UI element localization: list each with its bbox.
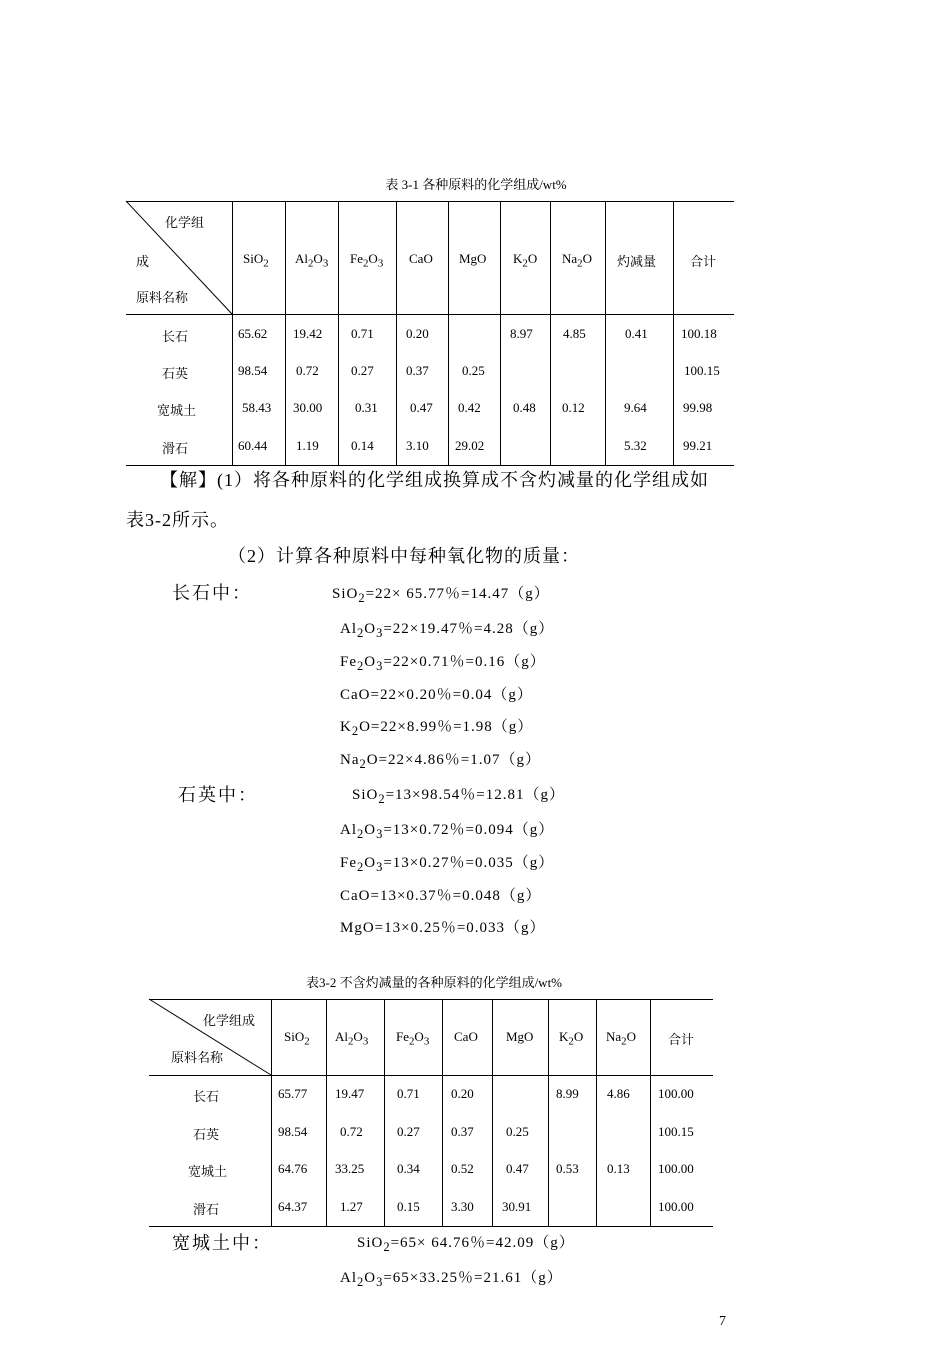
- table2-cell: 64.37: [278, 1199, 308, 1214]
- table2-cell: 0.47: [506, 1161, 529, 1176]
- table2-cell: 0.37: [451, 1124, 474, 1139]
- table2-col-sio2: SiO$_2$: [284, 1029, 310, 1048]
- table1-cell: 0.27: [351, 363, 374, 378]
- table1-col-fe2o3: $Fe_2O_3$: [350, 251, 384, 270]
- table2-cell: 0.15: [397, 1199, 420, 1214]
- table1-cell: 0.41: [625, 326, 648, 341]
- solution-line-3: （2）计算各种原料中每种氧化物的质量：: [228, 546, 580, 566]
- table1-cell: 0.31: [355, 400, 378, 415]
- quartz-calc-fe2o3: $Fe_2O_3=13\times 0.27$％=0.035（g）: [340, 855, 555, 874]
- table2-row-name: 长石: [193, 1089, 220, 1104]
- table1-cell: 9.64: [624, 400, 647, 415]
- table1-cell: 65.62: [238, 326, 268, 341]
- kuancheng-calc-sio2: SiO$_2$=65× 64.76％=42.09（g）: [357, 1235, 575, 1254]
- table2-cell: 0.20: [451, 1086, 474, 1101]
- solution-line-2: 表3-2所示。: [126, 510, 229, 530]
- table2-cell: 98.54: [278, 1124, 308, 1139]
- table1-col-total: 合计: [690, 254, 717, 269]
- table2-row-name: 宽城土: [188, 1164, 228, 1179]
- table1-cell: 1.19: [296, 438, 319, 453]
- solution-line-1: 【解】(1）将各种原料的化学组成换算成不含灼减量的化学组成如: [160, 470, 709, 490]
- table1-cell: 30.00: [293, 400, 323, 415]
- kuancheng-label: 宽城土中：: [172, 1233, 272, 1253]
- table1-cell: 60.44: [238, 438, 268, 453]
- table2-cell: 3.30: [451, 1199, 474, 1214]
- table1-cell: 0.48: [513, 400, 536, 415]
- table2-cell: 100.00: [658, 1086, 694, 1101]
- table2-cell: 33.25: [335, 1161, 365, 1176]
- table1-cell: 58.43: [242, 400, 272, 415]
- table2-col-total: 合计: [668, 1032, 695, 1047]
- table2-cell: 30.91: [502, 1199, 532, 1214]
- feldspar-calc-sio2: SiO$_2$=22× 65.77％=14.47（g）: [332, 586, 550, 605]
- feldspar-calc-na2o: $Na_2O=22\times 4.86$％=1.07（g）: [340, 752, 541, 771]
- table1-col-k2o: $K_2O$: [513, 251, 538, 270]
- table1-cell: 0.72: [296, 363, 319, 378]
- table1-row-name: 石英: [162, 366, 189, 381]
- quartz-calc-sio2: SiO$_2$=13×98.54％=12.81（g）: [352, 787, 565, 806]
- quartz-calc-mgo: MgO=13×0.25％=0.033（g）: [340, 920, 546, 936]
- page-number: 7: [719, 1314, 726, 1329]
- table2-cell: 64.76: [278, 1161, 308, 1176]
- table2-cell: 100.00: [658, 1161, 694, 1176]
- table2-cell: 0.53: [556, 1161, 579, 1176]
- feldspar-calc-cao: CaO=22×0.20％=0.04（g）: [340, 687, 533, 703]
- table1-cell: 4.85: [563, 326, 586, 341]
- feldspar-calc-al2o3: $Al_2O_3=22\times 19.47$％=4.28（g）: [340, 621, 555, 640]
- table2-cell: 0.72: [340, 1124, 363, 1139]
- table1-col-na2o: $Na_2O$: [562, 251, 592, 270]
- table1-row-name: 滑石: [162, 441, 189, 456]
- table1-cell: 99.21: [683, 438, 713, 453]
- table2-header-top: 化学组成: [203, 1013, 256, 1028]
- table1-cell: 0.12: [562, 400, 585, 415]
- table1-header-bottom: 原料名称: [136, 290, 189, 305]
- table1-col-loss: 灼减量: [617, 254, 657, 269]
- quartz-calc-cao: CaO=13×0.37％=0.048（g）: [340, 888, 542, 904]
- table2-col-fe2o3: $Fe_2O_3$: [396, 1029, 430, 1048]
- table1-cell: 3.10: [406, 438, 429, 453]
- table2-cell: 0.52: [451, 1161, 474, 1176]
- table2-cell: 8.99: [556, 1086, 579, 1101]
- table2-caption: 表3-2 不含灼减量的各种原料的化学组成/wt%: [305, 975, 563, 990]
- feldspar-label: 长石中：: [172, 583, 252, 603]
- table2-cell: 0.27: [397, 1124, 420, 1139]
- table1-col-al2o3: $Al_2O_3$: [295, 251, 329, 270]
- table1-row-name: 宽城土: [157, 403, 197, 418]
- table2-cell: 19.47: [335, 1086, 365, 1101]
- table2-col-na2o: $Na_2O$: [606, 1029, 636, 1048]
- table1-cell: 0.71: [351, 326, 374, 341]
- table1-cell: 98.54: [238, 363, 268, 378]
- table2-col-mgo: MgO: [506, 1029, 534, 1044]
- table1-cell: 0.25: [462, 363, 485, 378]
- table2-cell: 0.71: [397, 1086, 420, 1101]
- table2-col-al2o3: $Al_2O_3$: [335, 1029, 369, 1048]
- table1-col-cao: CaO: [409, 251, 433, 266]
- kuancheng-calc-al2o3: $Al_2O_3=65\times 33.25$％=21.61（g）: [340, 1270, 563, 1289]
- table1-cell: 100.18: [681, 326, 717, 341]
- table2-cell: 65.77: [278, 1086, 308, 1101]
- table1-cell: 5.32: [624, 438, 647, 453]
- feldspar-calc-k2o: $K_2O=22\times 8.99$％=1.98（g）: [340, 719, 534, 738]
- table1-cell: 99.98: [683, 400, 713, 415]
- feldspar-calc-fe2o3: $Fe_2O_3=22\times 0.71$％=0.16（g）: [340, 654, 546, 673]
- table1-cell: 0.37: [406, 363, 429, 378]
- table1-cell: 0.14: [351, 438, 374, 453]
- table1-col-sio2: SiO$_2$: [243, 251, 269, 270]
- table1-cell: 19.42: [293, 326, 323, 341]
- quartz-calc-al2o3: $Al_2O_3=13\times 0.72$％=0.094（g）: [340, 822, 555, 841]
- table2-cell: 100.00: [658, 1199, 694, 1214]
- table2-row-name: 石英: [193, 1127, 220, 1142]
- table2-cell: 0.25: [506, 1124, 529, 1139]
- table1-header-mid: 成: [136, 254, 150, 269]
- table1-row-name: 长石: [162, 329, 189, 344]
- table2-col-k2o: $K_2O$: [559, 1029, 584, 1048]
- table1-cell: 0.47: [410, 400, 433, 415]
- table2-cell: 0.13: [607, 1161, 630, 1176]
- table2-col-cao: CaO: [454, 1029, 478, 1044]
- table1-caption: 表 3-1 各种原料的化学组成/wt%: [385, 177, 567, 192]
- table1-header-top: 化学组: [165, 215, 205, 230]
- table1-cell: 0.20: [406, 326, 429, 341]
- table2-row-name: 滑石: [193, 1202, 220, 1217]
- table1-cell: 100.15: [684, 363, 720, 378]
- table2-cell: 4.86: [607, 1086, 630, 1101]
- table1-cell: 0.42: [458, 400, 481, 415]
- table2-cell: 1.27: [340, 1199, 363, 1214]
- table1-cell: 8.97: [510, 326, 533, 341]
- table2-header-bottom: 原料名称: [171, 1050, 224, 1065]
- table2-cell: 0.34: [397, 1161, 420, 1176]
- table1-col-mgo: MgO: [459, 251, 487, 266]
- quartz-label: 石英中：: [178, 785, 258, 805]
- table1-cell: 29.02: [455, 438, 485, 453]
- table2-cell: 100.15: [658, 1124, 694, 1139]
